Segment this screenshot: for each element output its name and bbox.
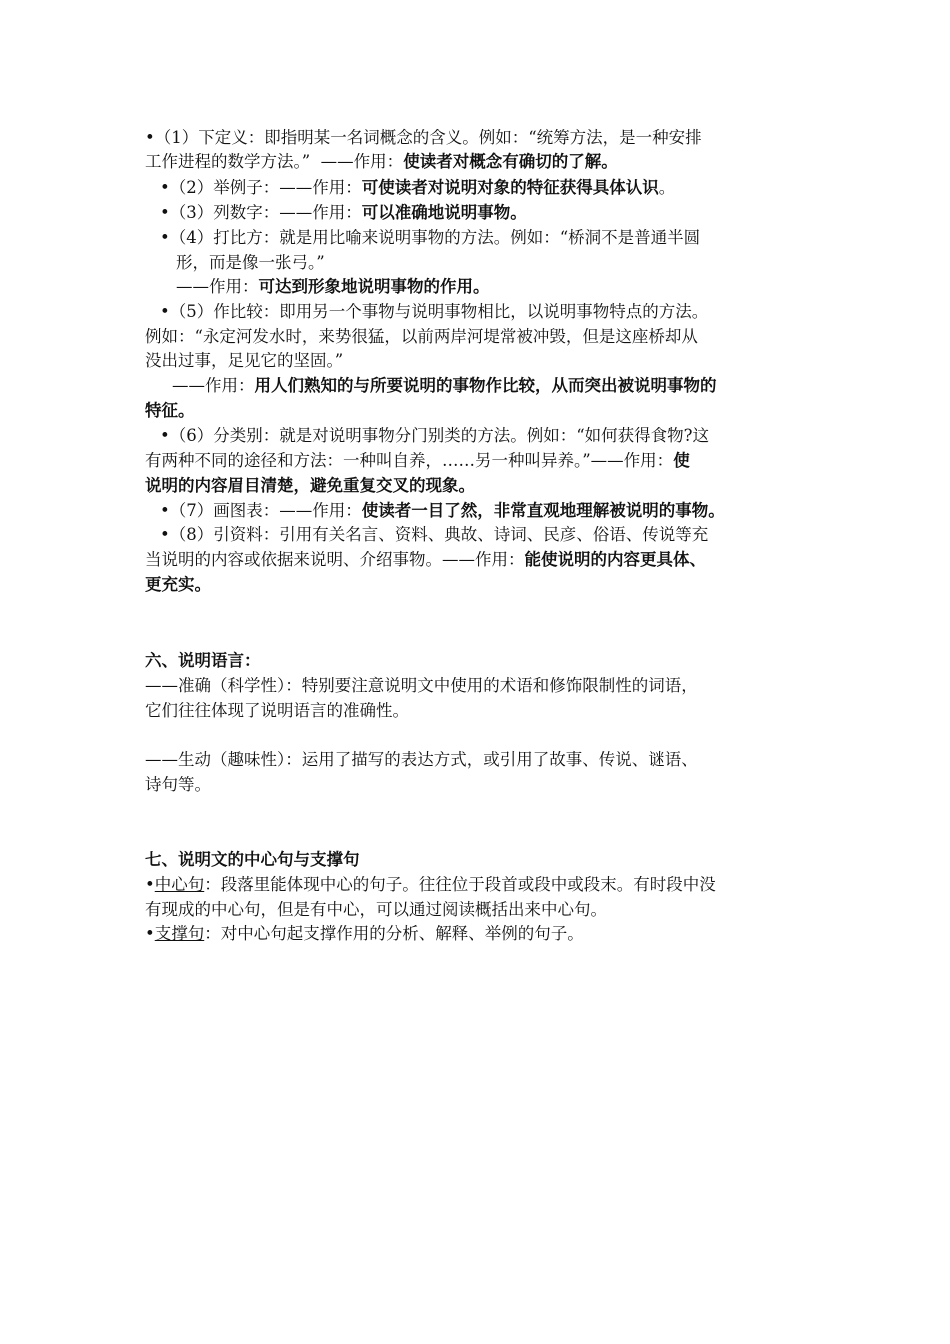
- method-1-line-2: [145, 150, 618, 174]
- method-3-line: [160, 201, 527, 225]
- method-5-line-1: [160, 300, 708, 324]
- method-2-line: [160, 176, 675, 200]
- method-5-line-5: [145, 399, 195, 423]
- section-6-p2-line-2: [145, 773, 211, 797]
- method-5-line-2: [145, 325, 698, 349]
- method-7-text: •（7）画图表：——作用：: [160, 501, 362, 520]
- method-6-effect: 使: [673, 451, 690, 470]
- method-1-example-end: 工作进程的数学方法。” ——作用：: [145, 152, 404, 171]
- method-6-example: 有两种不同的途径和方法：一种叫自养，……另一种叫异养。”——作用：: [145, 451, 674, 470]
- central-sentence-term: 中心句: [154, 875, 205, 894]
- method-8-text: •（8）引资料：引用有关名言、资料、典故、诗词、民彦、俗语、传说等充: [160, 525, 709, 544]
- method-7-effect: 使读者一目了然，非常直观地理解被说明的事物。: [361, 501, 725, 520]
- method-5-line-4: [172, 374, 717, 398]
- method-4-example-end: 形，而是像一张弓。”: [176, 253, 325, 272]
- central-sentence-line-2: [145, 898, 607, 922]
- central-sentence-text-end: 有现成的中心句，但是有中心，可以通过阅读概括出来中心句。: [145, 900, 607, 919]
- section-6-title: 六、说明语言：: [145, 651, 261, 670]
- supporting-sentence-text: ：对中心句起支撑作用的分析、解释、举例的句子。: [204, 924, 584, 943]
- section-7-title: 七、说明文的中心句与支撑句: [145, 850, 360, 869]
- method-8-line-3: [145, 573, 211, 597]
- method-5-line-3: [145, 349, 343, 373]
- section-6-p1-line-1: [145, 674, 698, 698]
- central-sentence-text: ：段落里能体现中心的句子。往往位于段首或段中或段末。有时段中没: [204, 875, 716, 894]
- accuracy-text-end: 它们往往体现了说明语言的准确性。: [145, 701, 409, 720]
- section-6-heading: [145, 649, 261, 673]
- method-2-effect: 可使读者对说明对象的特征获得具体认识: [361, 178, 659, 197]
- method-5-text: •（5）作比较：即用另一个事物与说明事物相比，以说明事物特点的方法。: [160, 302, 709, 321]
- method-4-effect: 可达到形象地说明事物的作用。: [258, 277, 490, 296]
- method-3-effect: 可以准确地说明事物。: [361, 203, 527, 222]
- method-5-effect: 用人们熟知的与所要说明的事物作比较，从而突出被说明事物的: [254, 376, 717, 395]
- method-1-effect: 使读者对概念有确切的了解。: [403, 152, 618, 171]
- method-8-effect-end: 更充实。: [145, 575, 211, 594]
- method-6-line-1: [160, 424, 709, 448]
- method-5-effect-end: 特征。: [145, 401, 195, 420]
- bullet: •: [145, 924, 155, 943]
- method-1-line-1: [145, 126, 702, 150]
- method-1-text: •（1）下定义：即指明某一名词概念的含义。例如：“统筹方法，是一种安排: [145, 128, 702, 147]
- method-6-line-2: [145, 449, 690, 473]
- method-6-line-3: [145, 474, 475, 498]
- supporting-sentence-term: 支撑句: [154, 924, 205, 943]
- vividness-text-end: 诗句等。: [145, 775, 211, 794]
- method-4-line-3: [176, 275, 490, 299]
- method-6-text: •（6）分类别：就是对说明事物分门别类的方法。例如：“如何获得食物?这: [160, 426, 710, 445]
- method-7-line: [160, 499, 725, 523]
- method-5-example: 例如：“永定河发水时，来势很猛，以前两岸河堤常被冲毁，但是这座桥却从: [145, 327, 698, 346]
- method-8-line-1: [160, 523, 708, 547]
- method-4-effect-label: ——作用：: [176, 277, 259, 296]
- method-4-line-1: [160, 226, 700, 250]
- method-3-text: •（3）列数字：——作用：: [160, 203, 362, 222]
- method-4-text: •（4）打比方：就是用比喻来说明事物的方法。例如：“桥洞不是普通半圆: [160, 228, 701, 247]
- method-6-effect-end: 说明的内容眉目清楚，避免重复交叉的现象。: [145, 476, 475, 495]
- method-4-line-2: [176, 251, 325, 275]
- central-sentence-line-1: [145, 873, 716, 897]
- bullet: •: [145, 875, 155, 894]
- supporting-sentence-line: [145, 922, 584, 946]
- vividness-text: ——生动（趣味性）：运用了描写的表达方式，或引用了故事、传说、谜语、: [145, 750, 698, 769]
- method-8-example: 当说明的内容或依据来说明、介绍事物。——作用：: [145, 550, 525, 569]
- section-6-p1-line-2: [145, 699, 409, 723]
- method-2-text: •（2）举例子：——作用：: [160, 178, 362, 197]
- method-8-effect: 能使说明的内容更具体、: [524, 550, 706, 569]
- method-5-effect-label: ——作用：: [172, 376, 255, 395]
- section-7-heading: [145, 848, 360, 872]
- method-8-line-2: [145, 548, 706, 572]
- section-6-p2-line-1: [145, 748, 698, 772]
- method-5-example-end: 没出过事，足见它的坚固。”: [145, 351, 344, 370]
- method-2-end: 。: [658, 178, 676, 197]
- accuracy-text: ——准确（科学性）：特别要注意说明文中使用的术语和修饰限制性的词语，: [145, 676, 698, 695]
